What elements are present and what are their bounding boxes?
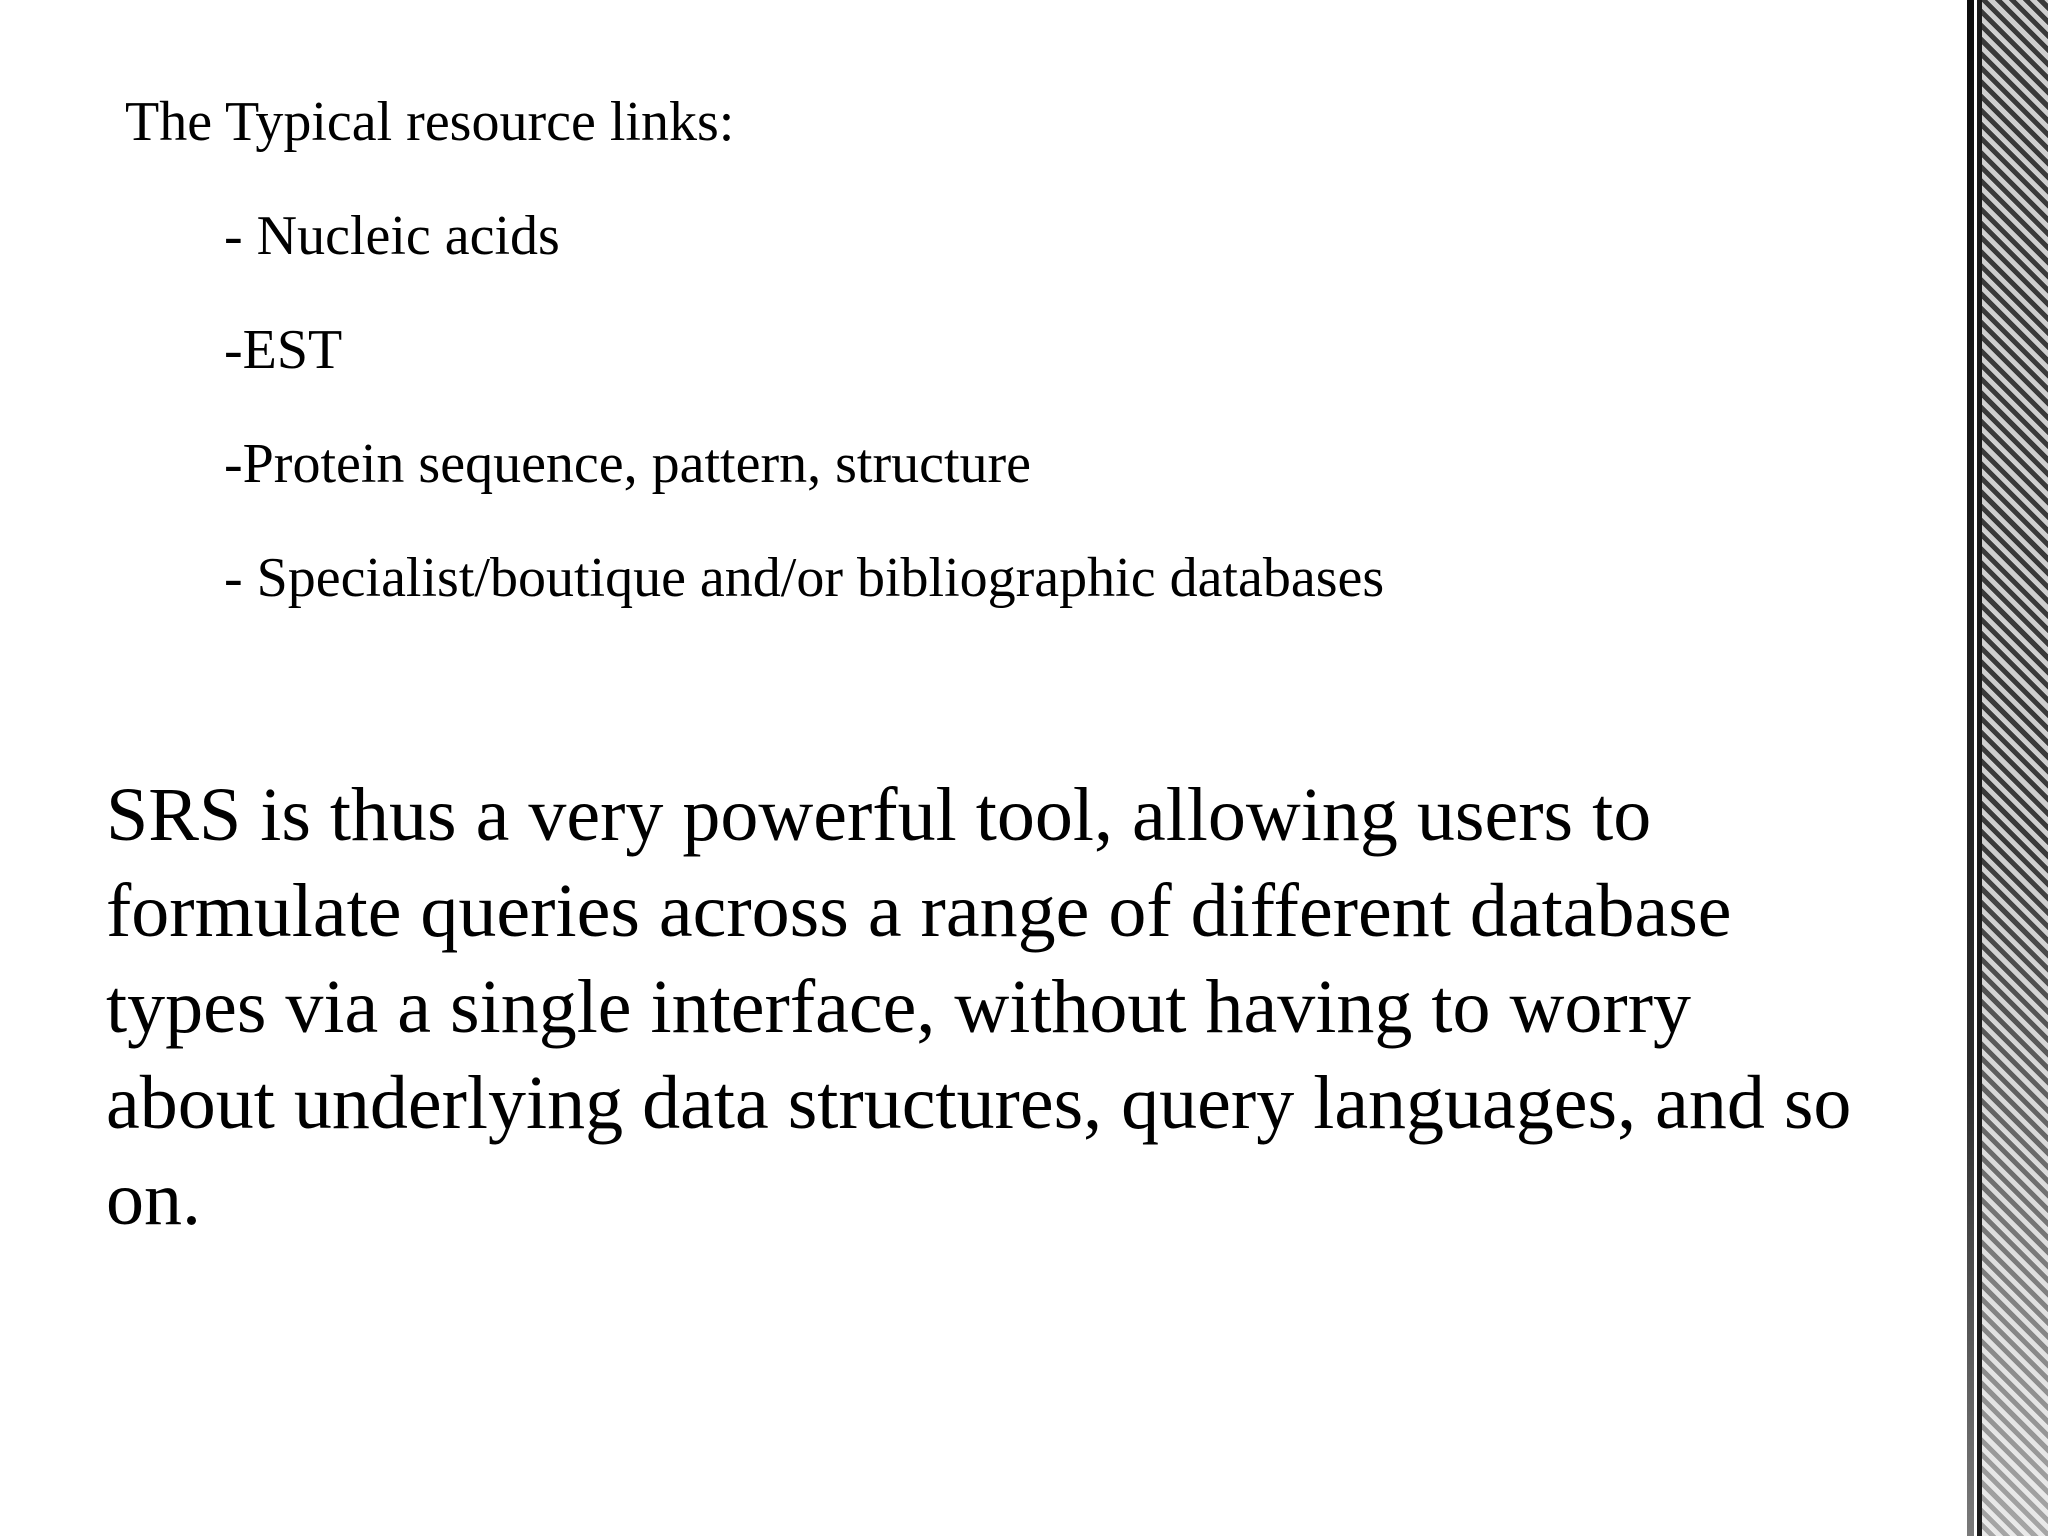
summary-line: SRS is thus a very powerful tool, allowing users to — [106, 773, 1652, 857]
decorative-edge-line — [1967, 0, 1974, 1536]
list-item: -EST — [224, 319, 343, 381]
summary-line: formulate queries across a range of different database — [106, 869, 1732, 953]
summary-line: types via a single interface, without having to worry — [106, 965, 1692, 1049]
summary-paragraph — [106, 767, 1966, 1247]
summary-line: on. — [106, 1157, 201, 1241]
list-item: - Nucleic acids — [224, 205, 560, 267]
intro-heading: The Typical resource links: — [125, 91, 735, 153]
resource-links-list — [224, 200, 1384, 656]
list-item: -Protein sequence, pattern, structure — [224, 433, 1032, 495]
list-item: - Specialist/boutique and/or bibliographic databases — [224, 547, 1385, 609]
decorative-edge-pattern — [1982, 0, 2048, 1536]
summary-line: about underlying data structures, query languages, and so — [106, 1061, 1852, 1145]
